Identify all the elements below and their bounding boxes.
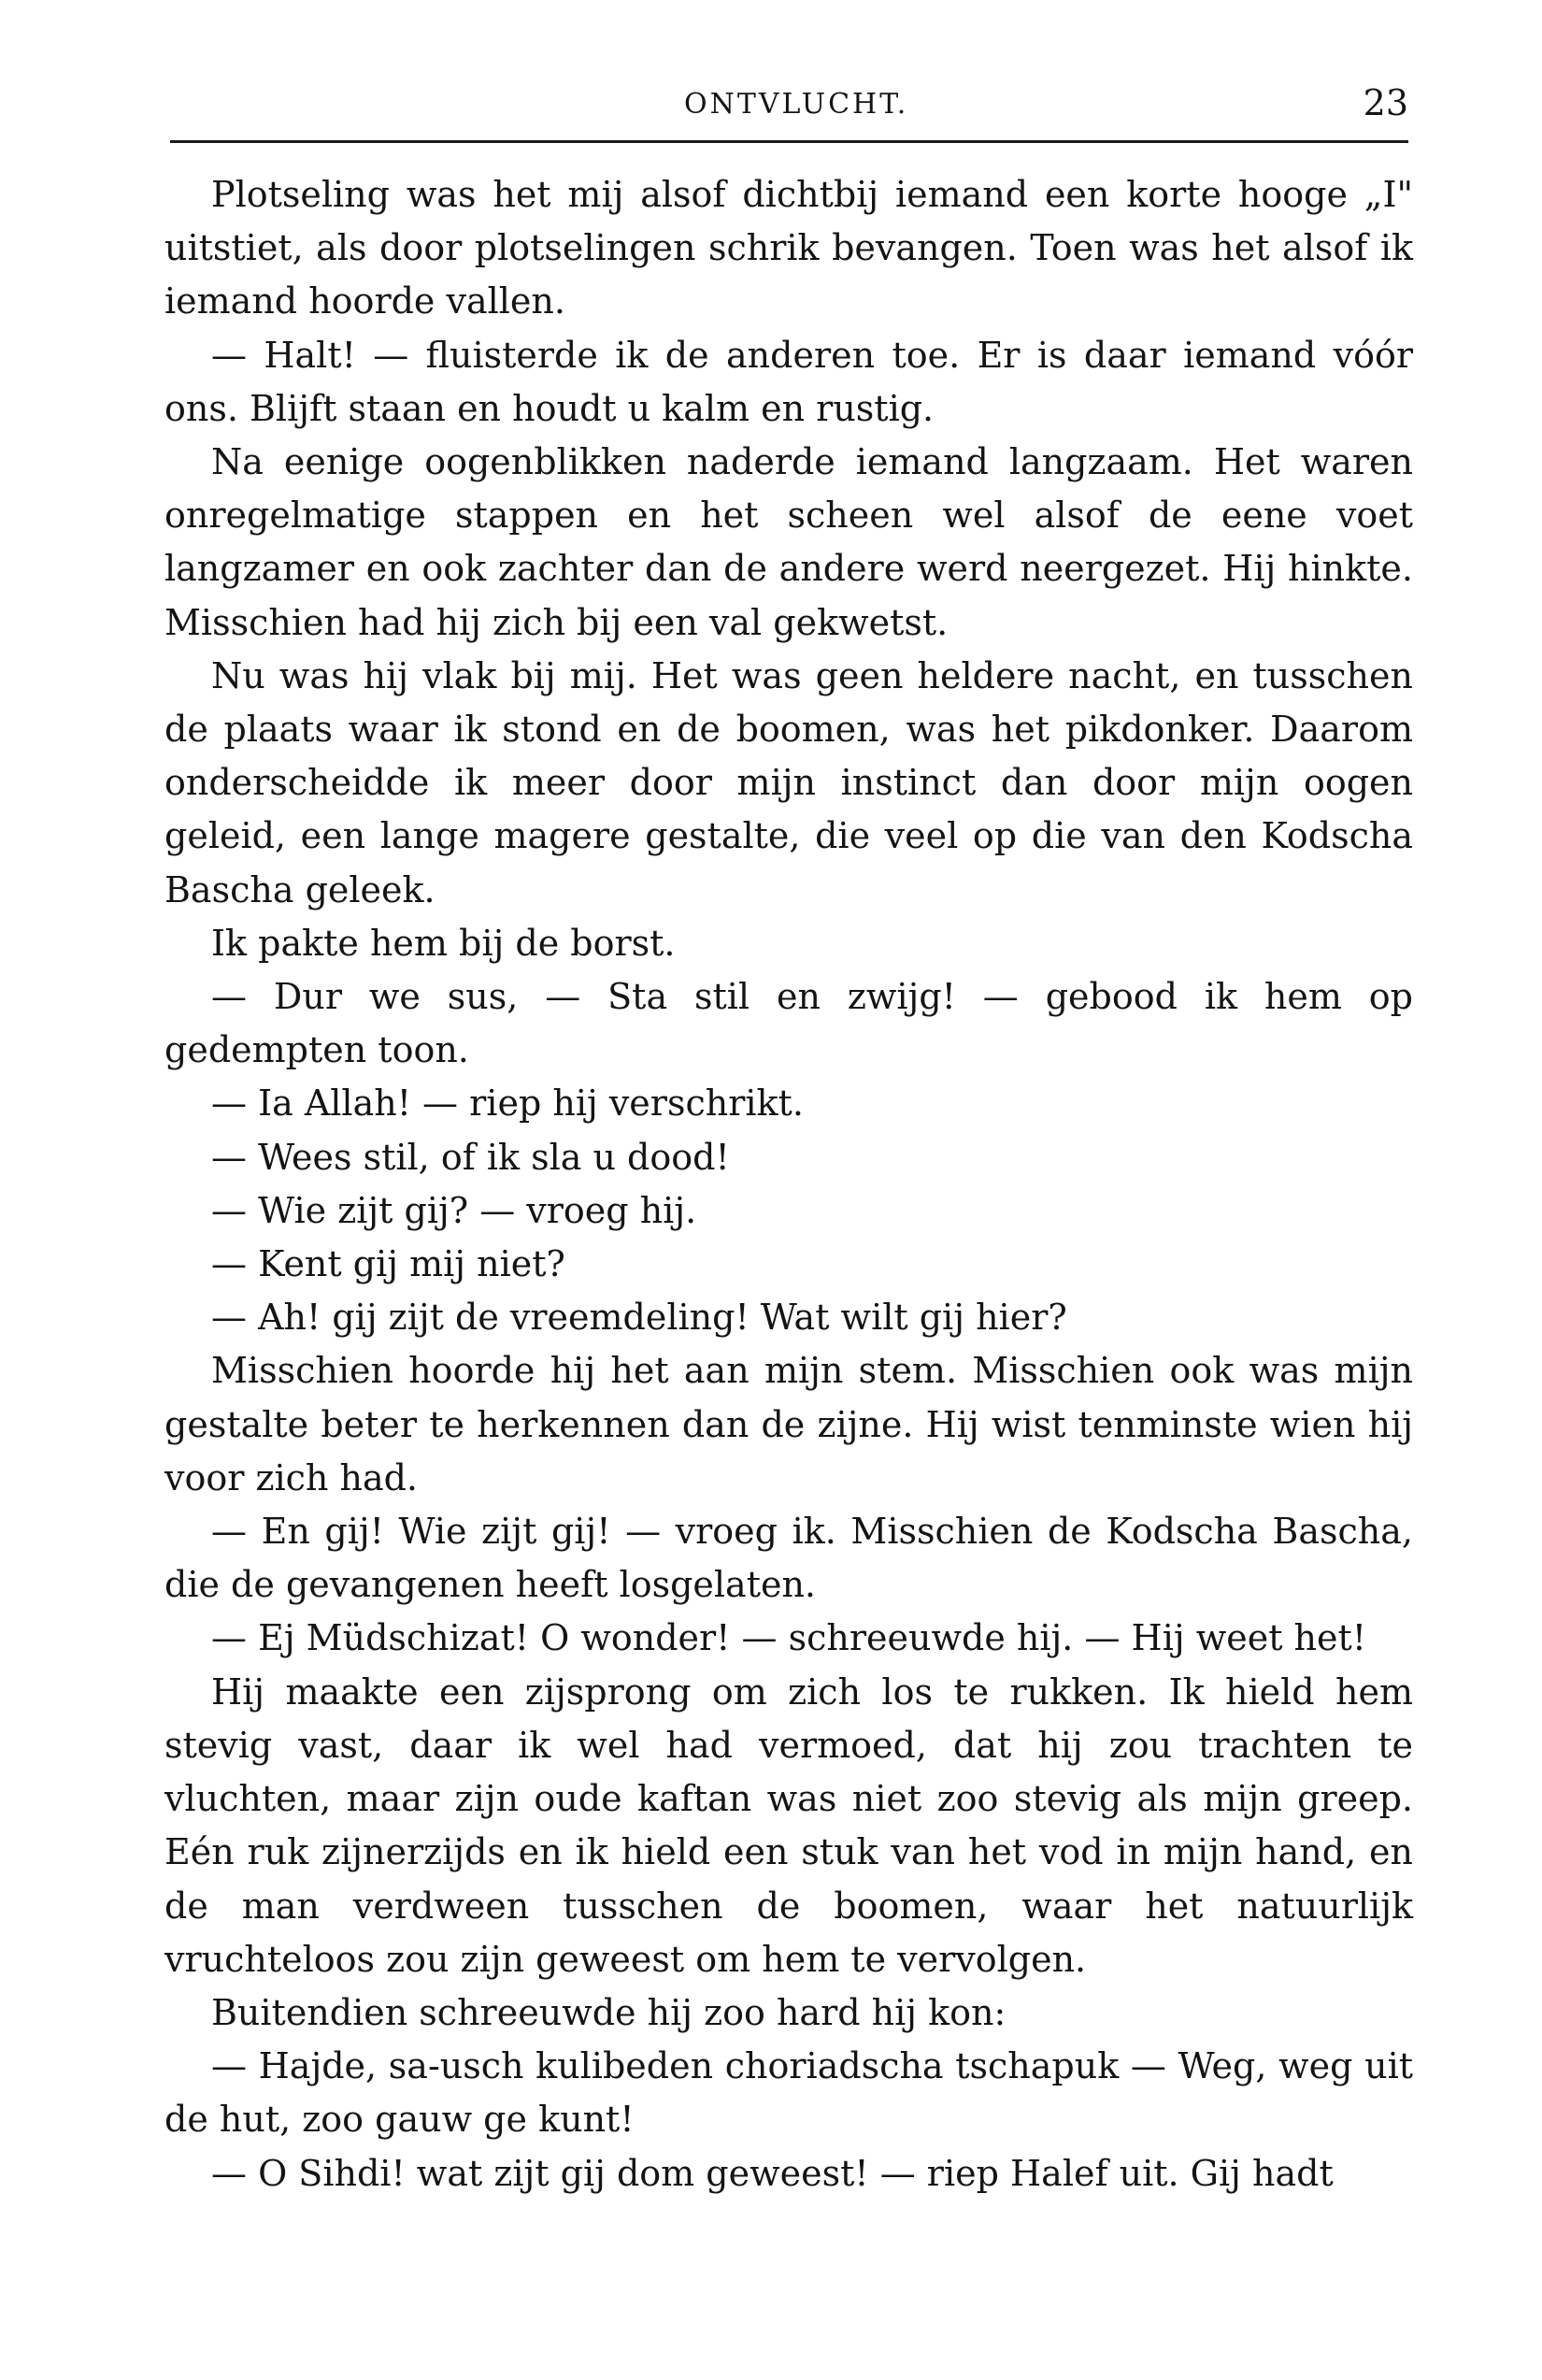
paragraph: — Dur we sus, — Sta stil en zwijg! — gebood ik hem op gedempten toon. xyxy=(164,976,1413,1071)
paragraph: — Hajde, sa-usch kulibeden choriadscha tschapuk — Weg, weg uit de hut, zoo gauw ge kunt! xyxy=(164,2045,1413,2141)
paragraph: — Ah! gij zijt de vreemdeling! Wat wilt gij hier? xyxy=(211,1297,1067,1339)
paragraph: — Halt! — fluisterde ik de anderen toe. Er is daar iemand vóór ons. Blijft staan en houdt u kalm en rustig. xyxy=(164,334,1413,429)
paragraph: — O Sihdi! wat zijt gij dom geweest! — riep Halef uit. Gij hadt xyxy=(211,2152,1334,2194)
header-rule xyxy=(170,140,1408,143)
body-text xyxy=(164,168,1413,2201)
page-number: 23 xyxy=(1363,82,1408,123)
paragraph: Hij maakte een zijsprong om zich los te rukken. Ik hield hem stevig vast, daar ik wel had vermoed, dat hij zou trachten te vluchten, maar zijn oude kaftan was niet zoo stevig als mijn greep. Eén ruk zijnerzijds en ik hield een stuk van het vod in mijn hand, en de man verdween tusschen de boomen, waar het natuurlijk vruchteloos zou zijn geweest om hem te vervolgen. xyxy=(164,1670,1413,1980)
running-title: ONTVLUCHT. xyxy=(684,88,909,121)
paragraph: — Ia Allah! — riep hij verschrikt. xyxy=(211,1082,804,1125)
paragraph: — En gij! Wie zijt gij! — vroeg ik. Misschien de Kodscha Bascha, die de gevangenen heeft losgelaten. xyxy=(164,1511,1413,1606)
paragraph: Plotseling was het mij alsof dichtbij iemand een korte hooge „I" uitstiet, als door plotselingen schrik bevangen. Toen was het alsof ik iemand hoorde vallen. xyxy=(164,174,1413,323)
paragraph: — Wees stil, of ik sla u dood! xyxy=(211,1136,730,1178)
paragraph: — Ej Müdschizat! O wonder! — schreeuwde hij. — Hij weet het! xyxy=(211,1617,1367,1659)
paragraph: — Wie zijt gij? — vroeg hij. xyxy=(211,1189,697,1231)
paragraph: Nu was hij vlak bij mij. Het was geen heldere nacht, en tusschen de plaats waar ik stond en de boomen, was het pikdonker. Daarom onderscheidde ik meer door mijn instinct dan door mijn oogen geleid, een lange magere gestalte, die veel op die van den Kodscha Bascha geleek. xyxy=(164,654,1413,910)
page-header xyxy=(161,82,1408,138)
paragraph: Na eenige oogenblikken naderde iemand langzaam. Het waren onregelmatige stappen en het scheen wel alsof de eene voet langzamer en ook zachter dan de andere werd neergezet. Hij hinkte. Misschien had hij zich bij een val gekwetst. xyxy=(164,441,1413,643)
paragraph: — Kent gij mij niet? xyxy=(211,1243,565,1285)
paragraph: Misschien hoorde hij het aan mijn stem. Misschien ook was mijn gestalte beter te herkennen dan de zijne. Hij wist tenminste wien hij voor zich had. xyxy=(164,1350,1413,1498)
paragraph: Ik pakte hem bij de borst. xyxy=(211,922,676,964)
paragraph: Buitendien schreeuwde hij zoo hard hij kon: xyxy=(211,1991,1007,2033)
